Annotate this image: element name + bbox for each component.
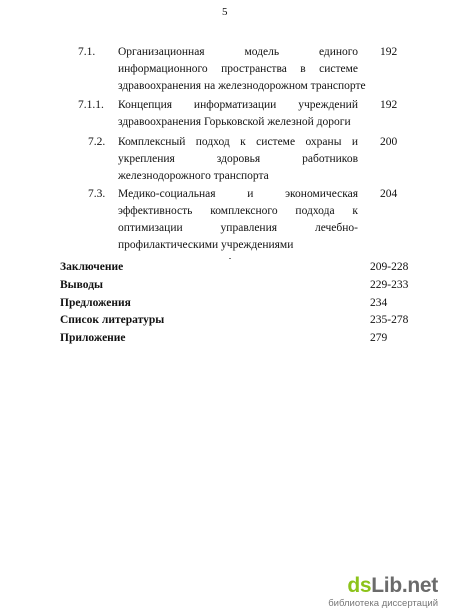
toc-entry-title-line: здравоохранения Горьковской железной дороги <box>118 116 351 128</box>
toc-entry-title: Выводы <box>60 279 103 291</box>
toc-entry-title: Приложение <box>60 332 126 344</box>
toc-entry-title-line: эффективность комплексного подхода к <box>118 205 358 217</box>
toc-entry-title-line: здравоохранения на железнодорожном транспорте <box>118 80 366 92</box>
toc-entry-title <box>118 134 358 185</box>
scan-artifact <box>229 258 231 259</box>
toc-entry-page: 229-233 <box>370 279 409 291</box>
page-number: 5 <box>222 6 228 18</box>
toc-entry-page: 192 <box>380 46 398 58</box>
toc-entry-page: 209-228 <box>370 261 409 273</box>
toc-entry-title-line: укрепления здоровья работников <box>118 153 358 165</box>
toc-entry-page: 200 <box>380 136 398 148</box>
toc-entry-title <box>118 44 366 95</box>
toc-entry-number: 7.2. <box>88 136 106 148</box>
toc-entry-page: 234 <box>370 297 388 309</box>
toc-entry-title: Предложения <box>60 297 131 309</box>
logo-net: .net <box>401 574 438 597</box>
logo-lib: Lib <box>371 574 402 597</box>
toc-entry-title-line: железнодорожного транспорта <box>118 170 269 182</box>
toc-entry-page: 235-278 <box>370 314 409 326</box>
toc-entry-page: 204 <box>380 188 398 200</box>
toc-entry-title <box>118 186 358 254</box>
toc-entry-title-line: профилактическими учреждениями <box>118 239 294 251</box>
toc-entry-page: 192 <box>380 99 398 111</box>
toc-entry-number: 7.1.1. <box>78 99 104 111</box>
dslib-logo <box>347 574 438 598</box>
toc-entry-title-line: Комплексный подход к системе охраны и <box>118 136 358 148</box>
dslib-watermark[interactable] <box>298 574 438 610</box>
toc-entry-title: Заключение <box>60 261 124 273</box>
toc-entry-title-line: Медико-социальная и экономическая <box>118 188 358 200</box>
toc-entry-title-line: Организационная модель единого <box>118 46 358 58</box>
toc-entry-number: 7.1. <box>78 46 96 58</box>
toc-entry-title-line: Концепция информатизации учреждений <box>118 99 358 111</box>
toc-entry-number: 7.3. <box>88 188 106 200</box>
watermark-subtitle: библиотека диссертаций <box>328 598 438 609</box>
toc-entry-title <box>118 97 358 131</box>
toc-entry-page: 279 <box>370 332 388 344</box>
toc-entry-title-line: информационного пространства в системе <box>118 63 358 75</box>
toc-entry-title-line: оптимизации управления лечебно- <box>118 222 358 234</box>
toc-entry-title: Список литературы <box>60 314 165 326</box>
logo-ds: ds <box>347 574 372 597</box>
